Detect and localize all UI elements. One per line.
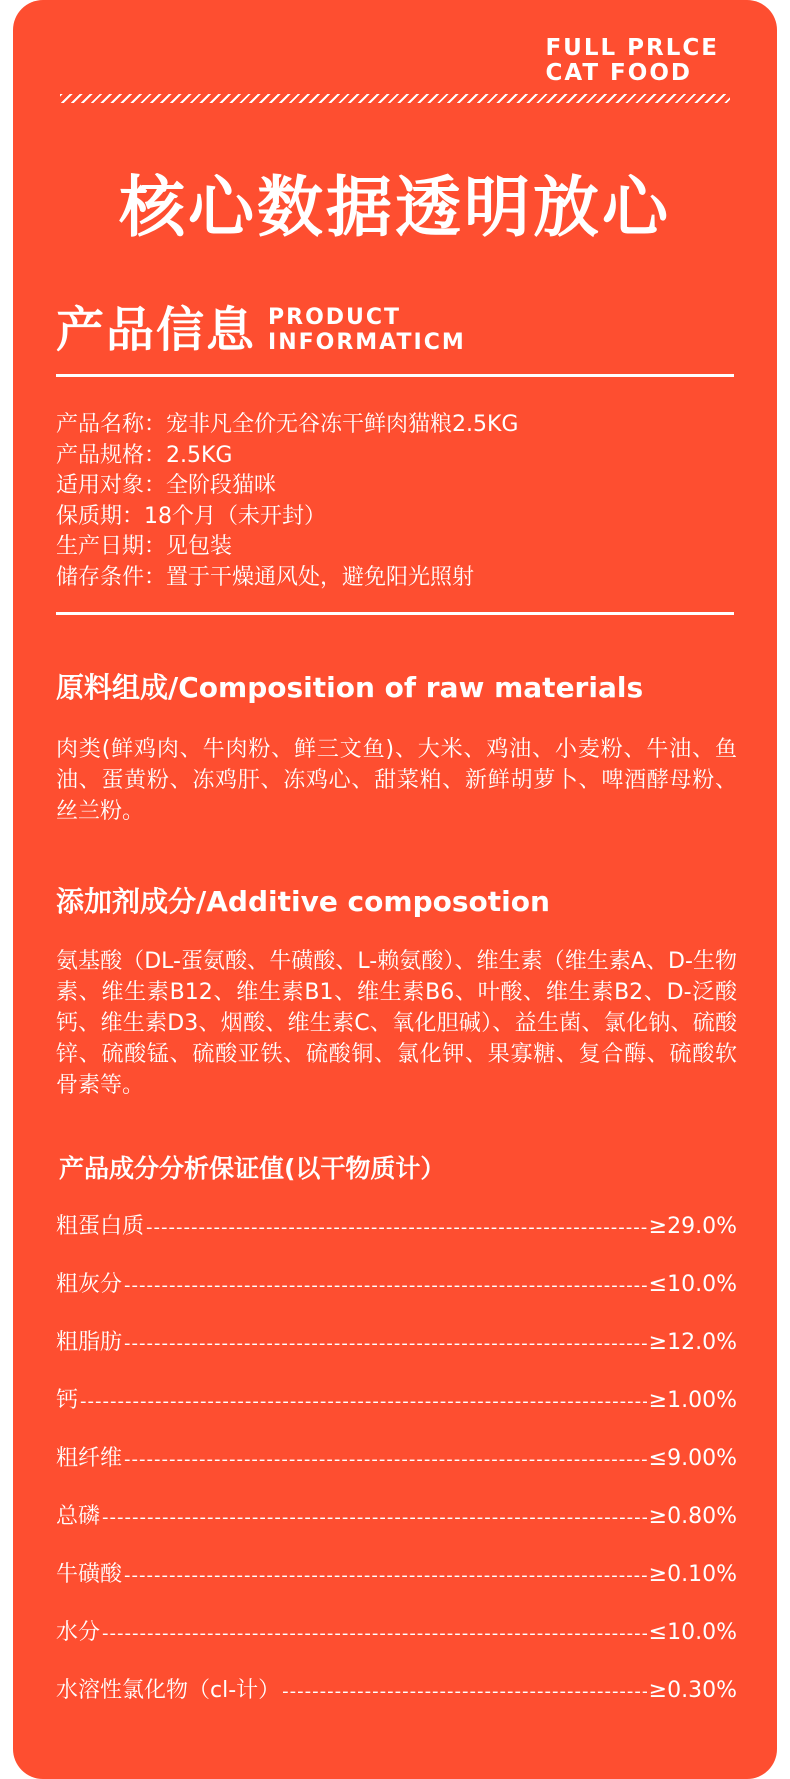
analysis-value: ≤10.0% bbox=[648, 1620, 737, 1645]
info-row-target bbox=[56, 471, 518, 502]
additives-text: 氨基酸（DL-蛋氨酸、牛磺酸、L-赖氨酸）、维生素（维生素A、D-生物素、维生素B12、维生素B1、维生素B6、叶酸、维生素B2、D-泛酸钙、维生素D3、烟酸、维生素C、氧化胆碱）、益生菌、氯化钠、硫酸锌、硫酸锰、硫酸亚铁、硫酸铜、氯化钾、果寡糖、复合酶、硫酸软骨素等。 bbox=[56, 949, 737, 1098]
analysis-value: ≥1.00% bbox=[648, 1388, 737, 1413]
product-info-title-en-line-2: INFORMATICM bbox=[268, 330, 466, 355]
product-info-card bbox=[13, 0, 777, 1779]
brand-line-2: CAT FOOD bbox=[545, 60, 692, 86]
analysis-name: 水溶性氯化物（cl-计） bbox=[56, 1678, 281, 1703]
analysis-name: 钙 bbox=[56, 1388, 79, 1413]
analysis-value: ≥0.30% bbox=[648, 1678, 737, 1703]
analysis-row bbox=[56, 1212, 737, 1270]
info-label: 保质期： bbox=[56, 503, 145, 529]
page-title: 核心数据透明放心 bbox=[119, 169, 671, 246]
analysis-value: ≥29.0% bbox=[648, 1214, 737, 1239]
analysis-row bbox=[56, 1676, 737, 1734]
analysis-title: 产品成分分析保证值(以干物质计） bbox=[59, 1154, 446, 1183]
product-info-list bbox=[56, 410, 518, 593]
analysis-value: ≤9.00% bbox=[648, 1446, 737, 1471]
info-value: 置于干燥通风处，避免阳光照射 bbox=[166, 564, 475, 590]
leader-dashes bbox=[124, 1329, 647, 1359]
product-info-title-en bbox=[268, 305, 466, 355]
info-row-production-date bbox=[56, 532, 518, 563]
analysis-row bbox=[56, 1386, 737, 1444]
raw-materials-text: 肉类(鲜鸡肉、牛肉粉、鲜三文鱼)、大米、鸡油、小麦粉、牛油、鱼油、蛋黄粉、冻鸡肝、冻鸡心、甜菜粕、新鲜胡萝卜、啤酒酵母粉、丝兰粉。 bbox=[56, 737, 737, 824]
analysis-list bbox=[56, 1212, 737, 1734]
analysis-value: ≥12.0% bbox=[648, 1330, 737, 1355]
analysis-row bbox=[56, 1444, 737, 1502]
leader-dashes bbox=[282, 1677, 647, 1707]
analysis-value: ≥0.80% bbox=[648, 1504, 737, 1529]
info-label: 生产日期： bbox=[56, 534, 167, 559]
analysis-row bbox=[56, 1270, 737, 1328]
leader-dashes bbox=[124, 1271, 647, 1301]
analysis-name: 牛磺酸 bbox=[56, 1562, 123, 1587]
analysis-row bbox=[56, 1328, 737, 1386]
analysis-value: ≤10.0% bbox=[648, 1272, 737, 1297]
product-info-title-cn: 产品信息 bbox=[56, 302, 257, 358]
info-row-storage bbox=[56, 563, 518, 594]
info-value: 18个月（未开封） bbox=[144, 503, 327, 529]
analysis-value: ≥0.10% bbox=[648, 1562, 737, 1587]
hatched-divider bbox=[60, 94, 730, 103]
info-value: 2.5KG bbox=[166, 442, 233, 468]
leader-dashes bbox=[80, 1387, 647, 1417]
analysis-name: 水分 bbox=[56, 1620, 101, 1645]
leader-dashes bbox=[124, 1445, 647, 1475]
info-row-name bbox=[56, 410, 518, 441]
info-label: 储存条件： bbox=[56, 564, 167, 590]
leader-dashes bbox=[124, 1561, 647, 1591]
leader-dashes bbox=[102, 1619, 647, 1649]
analysis-name: 粗蛋白质 bbox=[56, 1214, 145, 1239]
product-info-title-en-line-1: PRODUCT bbox=[268, 305, 402, 330]
leader-dashes bbox=[146, 1213, 647, 1243]
leader-dashes bbox=[102, 1503, 647, 1533]
product-info-heading bbox=[56, 302, 466, 358]
brand-tagline bbox=[545, 36, 719, 86]
info-row-shelf-life bbox=[56, 502, 518, 533]
additives-title: 添加剂成分/Additive composotion bbox=[56, 885, 550, 918]
analysis-row bbox=[56, 1618, 737, 1676]
analysis-row bbox=[56, 1560, 737, 1618]
raw-materials-title: 原料组成/Composition of raw materials bbox=[56, 671, 644, 704]
analysis-row bbox=[56, 1502, 737, 1560]
section-divider-top bbox=[56, 374, 734, 377]
info-row-spec bbox=[56, 441, 518, 472]
info-label: 产品名称： bbox=[56, 412, 167, 437]
info-label: 适用对象： bbox=[56, 473, 167, 498]
info-label: 产品规格： bbox=[56, 442, 167, 468]
analysis-name: 粗纤维 bbox=[56, 1446, 123, 1471]
info-value: 全阶段猫咪 bbox=[166, 473, 277, 498]
brand-line-1: FULL PRLCE bbox=[545, 35, 719, 61]
info-value: 见包装 bbox=[166, 534, 233, 559]
analysis-name: 粗灰分 bbox=[56, 1272, 123, 1297]
analysis-name: 粗脂肪 bbox=[56, 1330, 123, 1355]
info-value: 宠非凡全价无谷冻干鲜肉猫粮2.5KG bbox=[166, 412, 519, 437]
section-divider-bottom bbox=[56, 612, 734, 615]
analysis-name: 总磷 bbox=[56, 1504, 101, 1529]
